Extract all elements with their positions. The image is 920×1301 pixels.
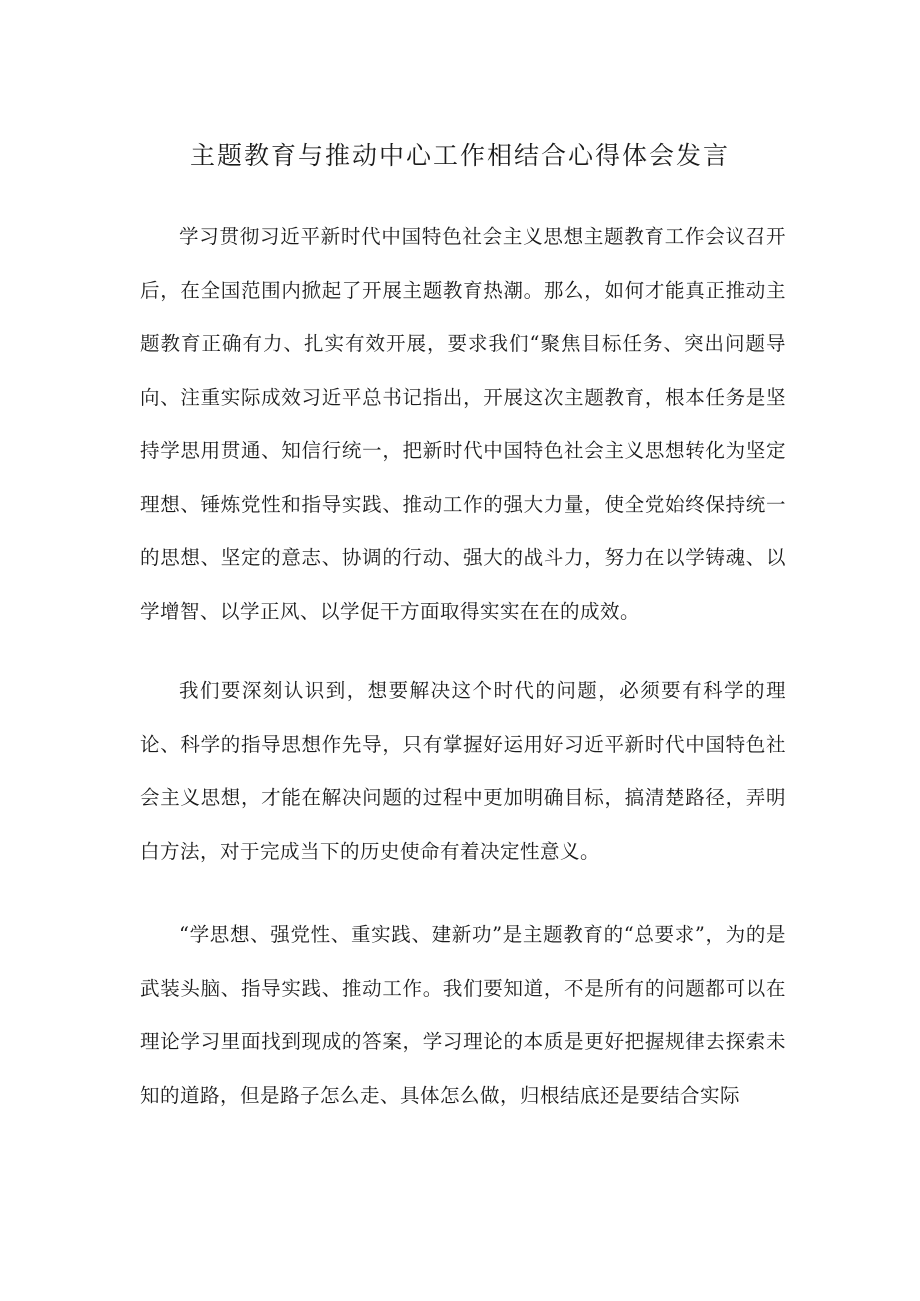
paragraph-2: 我们要深刻认识到，想要解决这个时代的问题，必须要有科学的理论、科学的指导思想作先导，只有掌握好运用好习近平新时代中国特色社会主义思想，才能在解决问题的过程中更加明确目标，搞清楚路径，弄明白方法，对于完成当下的历史使命有着决定性意义。 [140,679,786,863]
document-title: 主题教育与推动中心工作相结合心得体会发言 [189,141,730,170]
paragraph-1: 学习贯彻习近平新时代中国特色社会主义思想主题教育工作会议召开后，在全国范围内掀起了开展主题教育热潮。那么，如何才能真正推动主题教育正确有力、扎实有效开展，要求我们“聚焦目标任务、突出问题导向、注重实际成效习近平总书记指出，开展这次主题教育，根本任务是坚持学思用贯通、知信行统一，把新时代中国特色社会主义思想转化为坚定理想、锤炼党性和指导实践、推动工作的强大力量，使全党始终保持统一的思想、坚定的意志、协调的行动、强大的战斗力，努力在以学铸魂、以学增智、以学正风、以学促干方面取得实实在在的成效。 [140,225,786,623]
paragraph-3: “学思想、强党性、重实践、建新功”是主题教育的“总要求”，为的是武装头脑、指导实践、推动工作。我们要知道，不是所有的问题都可以在理论学习里面找到现成的答案，学习理论的本质是更好把握规律去探索未知的道路，但是路子怎么走、具体怎么做，归根结底还是要结合实际 [140,923,786,1107]
document-body [140,210,786,1122]
